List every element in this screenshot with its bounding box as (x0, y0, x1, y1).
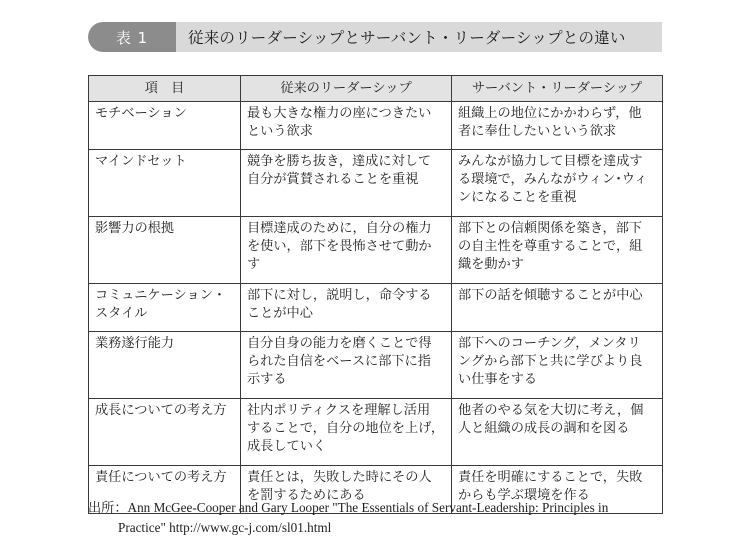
table-row (89, 284, 663, 332)
cell-servant: 責任を明確にすることで，失敗 からも学ぶ環境を作る (452, 466, 663, 514)
cell-servant: 部下へのコーチング，メンタリ ングから部下と共に学びより良 い仕事をする (452, 332, 663, 399)
table-title: 従来のリーダーシップとサーバント・リーダーシップとの違い (188, 29, 626, 47)
table-row (89, 399, 663, 466)
table-number-tag: 表 1 (88, 22, 176, 52)
source-citation (88, 498, 678, 538)
cell-item: 成長についての考え方 (89, 399, 241, 466)
cell-item: モチベーション (89, 102, 241, 150)
header-traditional: 従来のリーダーシップ (241, 76, 452, 102)
cell-traditional: 自分自身の能力を磨くことで得 られた自信をベースに部下に指 示する (241, 332, 452, 399)
cell-servant: 組織上の地位にかかわらず，他 者に奉仕したいという欲求 (452, 102, 663, 150)
table-row (89, 150, 663, 217)
cell-traditional: 競争を勝ち抜き，達成に対して 自分が賞賛されることを重視 (241, 150, 452, 217)
cell-item: 業務遂行能力 (89, 332, 241, 399)
source-line-1: 出所：Ann McGee-Cooper and Gary Looper "The Essentials of Servant-Leadership: Principles in (88, 500, 609, 515)
cell-servant: 部下との信頼関係を築き，部下 の自主性を尊重することで，組 織を動かす (452, 217, 663, 284)
table-title-bar (88, 22, 662, 52)
comparison-table (88, 75, 663, 514)
cell-traditional: 社内ポリティクスを理解し活用 することで，自分の地位を上げ， 成長していく (241, 399, 452, 466)
source-line-2: Practice" http://www.gc-j.com/sl01.html (118, 520, 332, 535)
cell-traditional: 部下に対し，説明し，命令する ことが中心 (241, 284, 452, 332)
header-servant: サーバント・リーダーシップ (452, 76, 663, 102)
cell-servant: 他者のやる気を大切に考え，個 人と組織の成長の調和を図る (452, 399, 663, 466)
table-row (89, 217, 663, 284)
cell-item: 影響力の根拠 (89, 217, 241, 284)
cell-traditional: 目標達成のために，自分の権力 を使い，部下を畏怖させて動か す (241, 217, 452, 284)
cell-traditional: 最も大きな権力の座につきたい という欲求 (241, 102, 452, 150)
table-row (89, 102, 663, 150)
header-row (89, 76, 663, 102)
table-row (89, 332, 663, 399)
cell-servant: 部下の話を傾聴することが中心 (452, 284, 663, 332)
cell-item: コミュニケーション・ スタイル (89, 284, 241, 332)
cell-traditional: 責任とは，失敗した時にその人 を罰するためにある (241, 466, 452, 514)
header-item: 項 目 (89, 76, 241, 102)
cell-item: 責任についての考え方 (89, 466, 241, 514)
cell-servant: みんなが協力して目標を達成す る環境で，みんながウィン･ウィ ンになることを重視 (452, 150, 663, 217)
cell-item: マインドセット (89, 150, 241, 217)
